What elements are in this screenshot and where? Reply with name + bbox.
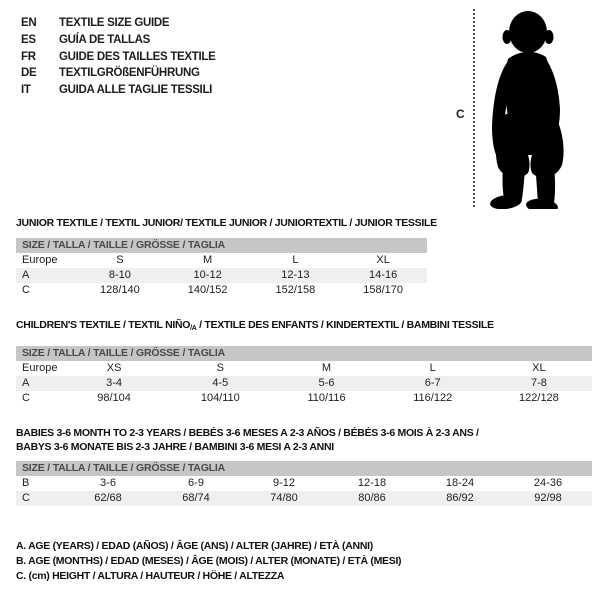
table-cell: 104/110 xyxy=(200,392,240,404)
table-row-c xyxy=(16,491,592,506)
size-col: L xyxy=(429,362,436,374)
table-cell: 3-4 xyxy=(106,377,123,389)
babies-section-title xyxy=(16,426,479,454)
children-title-prefix: CHILDREN'S TEXTILE / TEXTIL NIÑO xyxy=(16,319,191,331)
table-cell: 6-7 xyxy=(424,377,441,389)
table-cell: 122/128 xyxy=(519,392,559,404)
table-row-c xyxy=(16,391,592,406)
size-col: S xyxy=(216,362,224,374)
children-title-subscript: /A xyxy=(190,325,197,332)
lang-row-de xyxy=(21,65,216,82)
table-cell: 62/68 xyxy=(94,492,122,504)
table-cell: 12-13 xyxy=(281,269,310,281)
table-row-c xyxy=(16,283,427,298)
table-cell: 128/140 xyxy=(99,284,140,296)
table-cell: 80/86 xyxy=(358,492,386,504)
lang-code: EN xyxy=(21,17,37,30)
table-cell: 18-24 xyxy=(445,477,475,489)
lang-label: GUIDE DES TAILLES TEXTILE xyxy=(59,50,216,63)
row-label: A xyxy=(22,269,30,281)
row-label: C xyxy=(22,392,30,404)
lang-label: TEXTILE SIZE GUIDE xyxy=(59,17,170,30)
table-cell: 86/92 xyxy=(446,492,474,504)
lang-code: ES xyxy=(21,34,36,47)
junior-section-title: JUNIOR TEXTILE / TEXTIL JUNIOR/ TEXTILE JUNIOR / JUNIORTEXTIL / JUNIOR TESSILE xyxy=(16,217,437,229)
table-cell: 74/80 xyxy=(270,492,298,504)
legend-line-b: B. AGE (MONTHS) / EDAD (MESES) / ÂGE (MOIS) / ALTER (MONATE) / ETÀ (MESI) xyxy=(16,555,402,567)
size-header-bar: SIZE / TALLA / TAILLE / GRÖSSE / TAGLIA xyxy=(16,461,592,476)
table-cell: 110/116 xyxy=(307,392,346,404)
lang-row-en xyxy=(21,15,216,32)
size-col: XL xyxy=(532,362,546,374)
size-col: S xyxy=(116,254,124,266)
table-cell: 8-10 xyxy=(108,269,131,281)
table-cell: 3-6 xyxy=(100,477,116,489)
table-cell: 152/158 xyxy=(275,284,316,296)
table-row-b xyxy=(16,476,592,491)
row-label: B xyxy=(22,477,30,489)
junior-size-table xyxy=(16,238,427,298)
row-label: Europe xyxy=(22,362,58,374)
children-size-table xyxy=(16,346,592,406)
legend-line-a: A. AGE (YEARS) / EDAD (AÑOS) / ÂGE (ANS) / ALTER (JAHRE) / ETÀ (ANNI) xyxy=(16,540,373,552)
babies-title-line2: BABYS 3-6 MONATE BIS 2-3 JAHRE / BAMBINI 3-6 MESI A 2-3 ANNI xyxy=(16,441,334,453)
size-col: XS xyxy=(106,362,122,374)
table-cell: 14-16 xyxy=(369,269,398,281)
table-cell: 10-12 xyxy=(193,269,222,281)
row-label: C xyxy=(22,284,30,296)
table-row-a xyxy=(16,268,427,283)
size-header-bar: SIZE / TALLA / TAILLE / GRÖSSE / TAGLIA xyxy=(16,346,592,361)
legend-line-c: C. (cm) HEIGHT / ALTURA / HAUTEUR / HÖHE / ALTEZZA xyxy=(16,570,285,582)
row-label: A xyxy=(22,377,30,389)
table-cell: 68/74 xyxy=(182,492,210,504)
babies-title-line1: BABIES 3-6 MONTH TO 2-3 YEARS / BEBÉS 3-6 MESES A 2-3 AÑOS / BÉBÉS 3-6 MOIS À 2-3 ANS / xyxy=(16,427,479,439)
measure-legend xyxy=(16,539,401,584)
children-section-title xyxy=(16,319,494,332)
table-cell: 4-5 xyxy=(212,377,229,389)
lang-row-fr xyxy=(21,48,216,65)
lang-label: TEXTILGRÖßENFÜHRUNG xyxy=(59,67,200,80)
language-header xyxy=(21,15,216,98)
table-cell: 9-12 xyxy=(272,477,296,489)
table-cell: 140/152 xyxy=(187,284,228,296)
table-cell: 92/98 xyxy=(534,492,562,504)
baby-silhouette-icon xyxy=(480,9,580,209)
children-title-suffix: / TEXTILE DES ENFANTS / KINDERTEXTIL / BAMBINI TESSILE xyxy=(196,319,494,331)
lang-code: FR xyxy=(21,50,36,63)
lang-code: DE xyxy=(21,67,37,80)
table-cell: 5-6 xyxy=(318,377,335,389)
table-cell: 24-36 xyxy=(533,477,563,489)
size-col: M xyxy=(203,254,213,266)
lang-label: GUÍA DE TALLAS xyxy=(59,34,150,47)
lang-label: GUIDA ALLE TAGLIE TESSILI xyxy=(59,84,213,97)
row-label: C xyxy=(22,492,30,504)
size-col: XL xyxy=(376,254,390,266)
table-row-header xyxy=(16,253,427,268)
table-cell: 12-18 xyxy=(357,477,387,489)
size-col: L xyxy=(292,254,299,266)
table-row-a xyxy=(16,376,592,391)
lang-row-es xyxy=(21,32,216,49)
height-measure-label: C xyxy=(456,107,465,121)
size-col: M xyxy=(321,362,332,374)
height-measure-line xyxy=(473,9,475,207)
table-cell: 158/170 xyxy=(363,284,403,296)
table-cell: 6-9 xyxy=(188,477,204,489)
size-header-bar: SIZE / TALLA / TAILLE / GRÖSSE / TAGLIA xyxy=(16,238,427,253)
lang-code: IT xyxy=(21,84,31,97)
row-label: Europe xyxy=(22,254,58,266)
babies-size-table xyxy=(16,461,592,506)
table-row-header xyxy=(16,361,592,376)
lang-row-it xyxy=(21,82,216,99)
table-cell: 98/104 xyxy=(97,392,131,404)
table-cell: 7-8 xyxy=(530,377,547,389)
table-cell: 116/122 xyxy=(413,392,453,404)
